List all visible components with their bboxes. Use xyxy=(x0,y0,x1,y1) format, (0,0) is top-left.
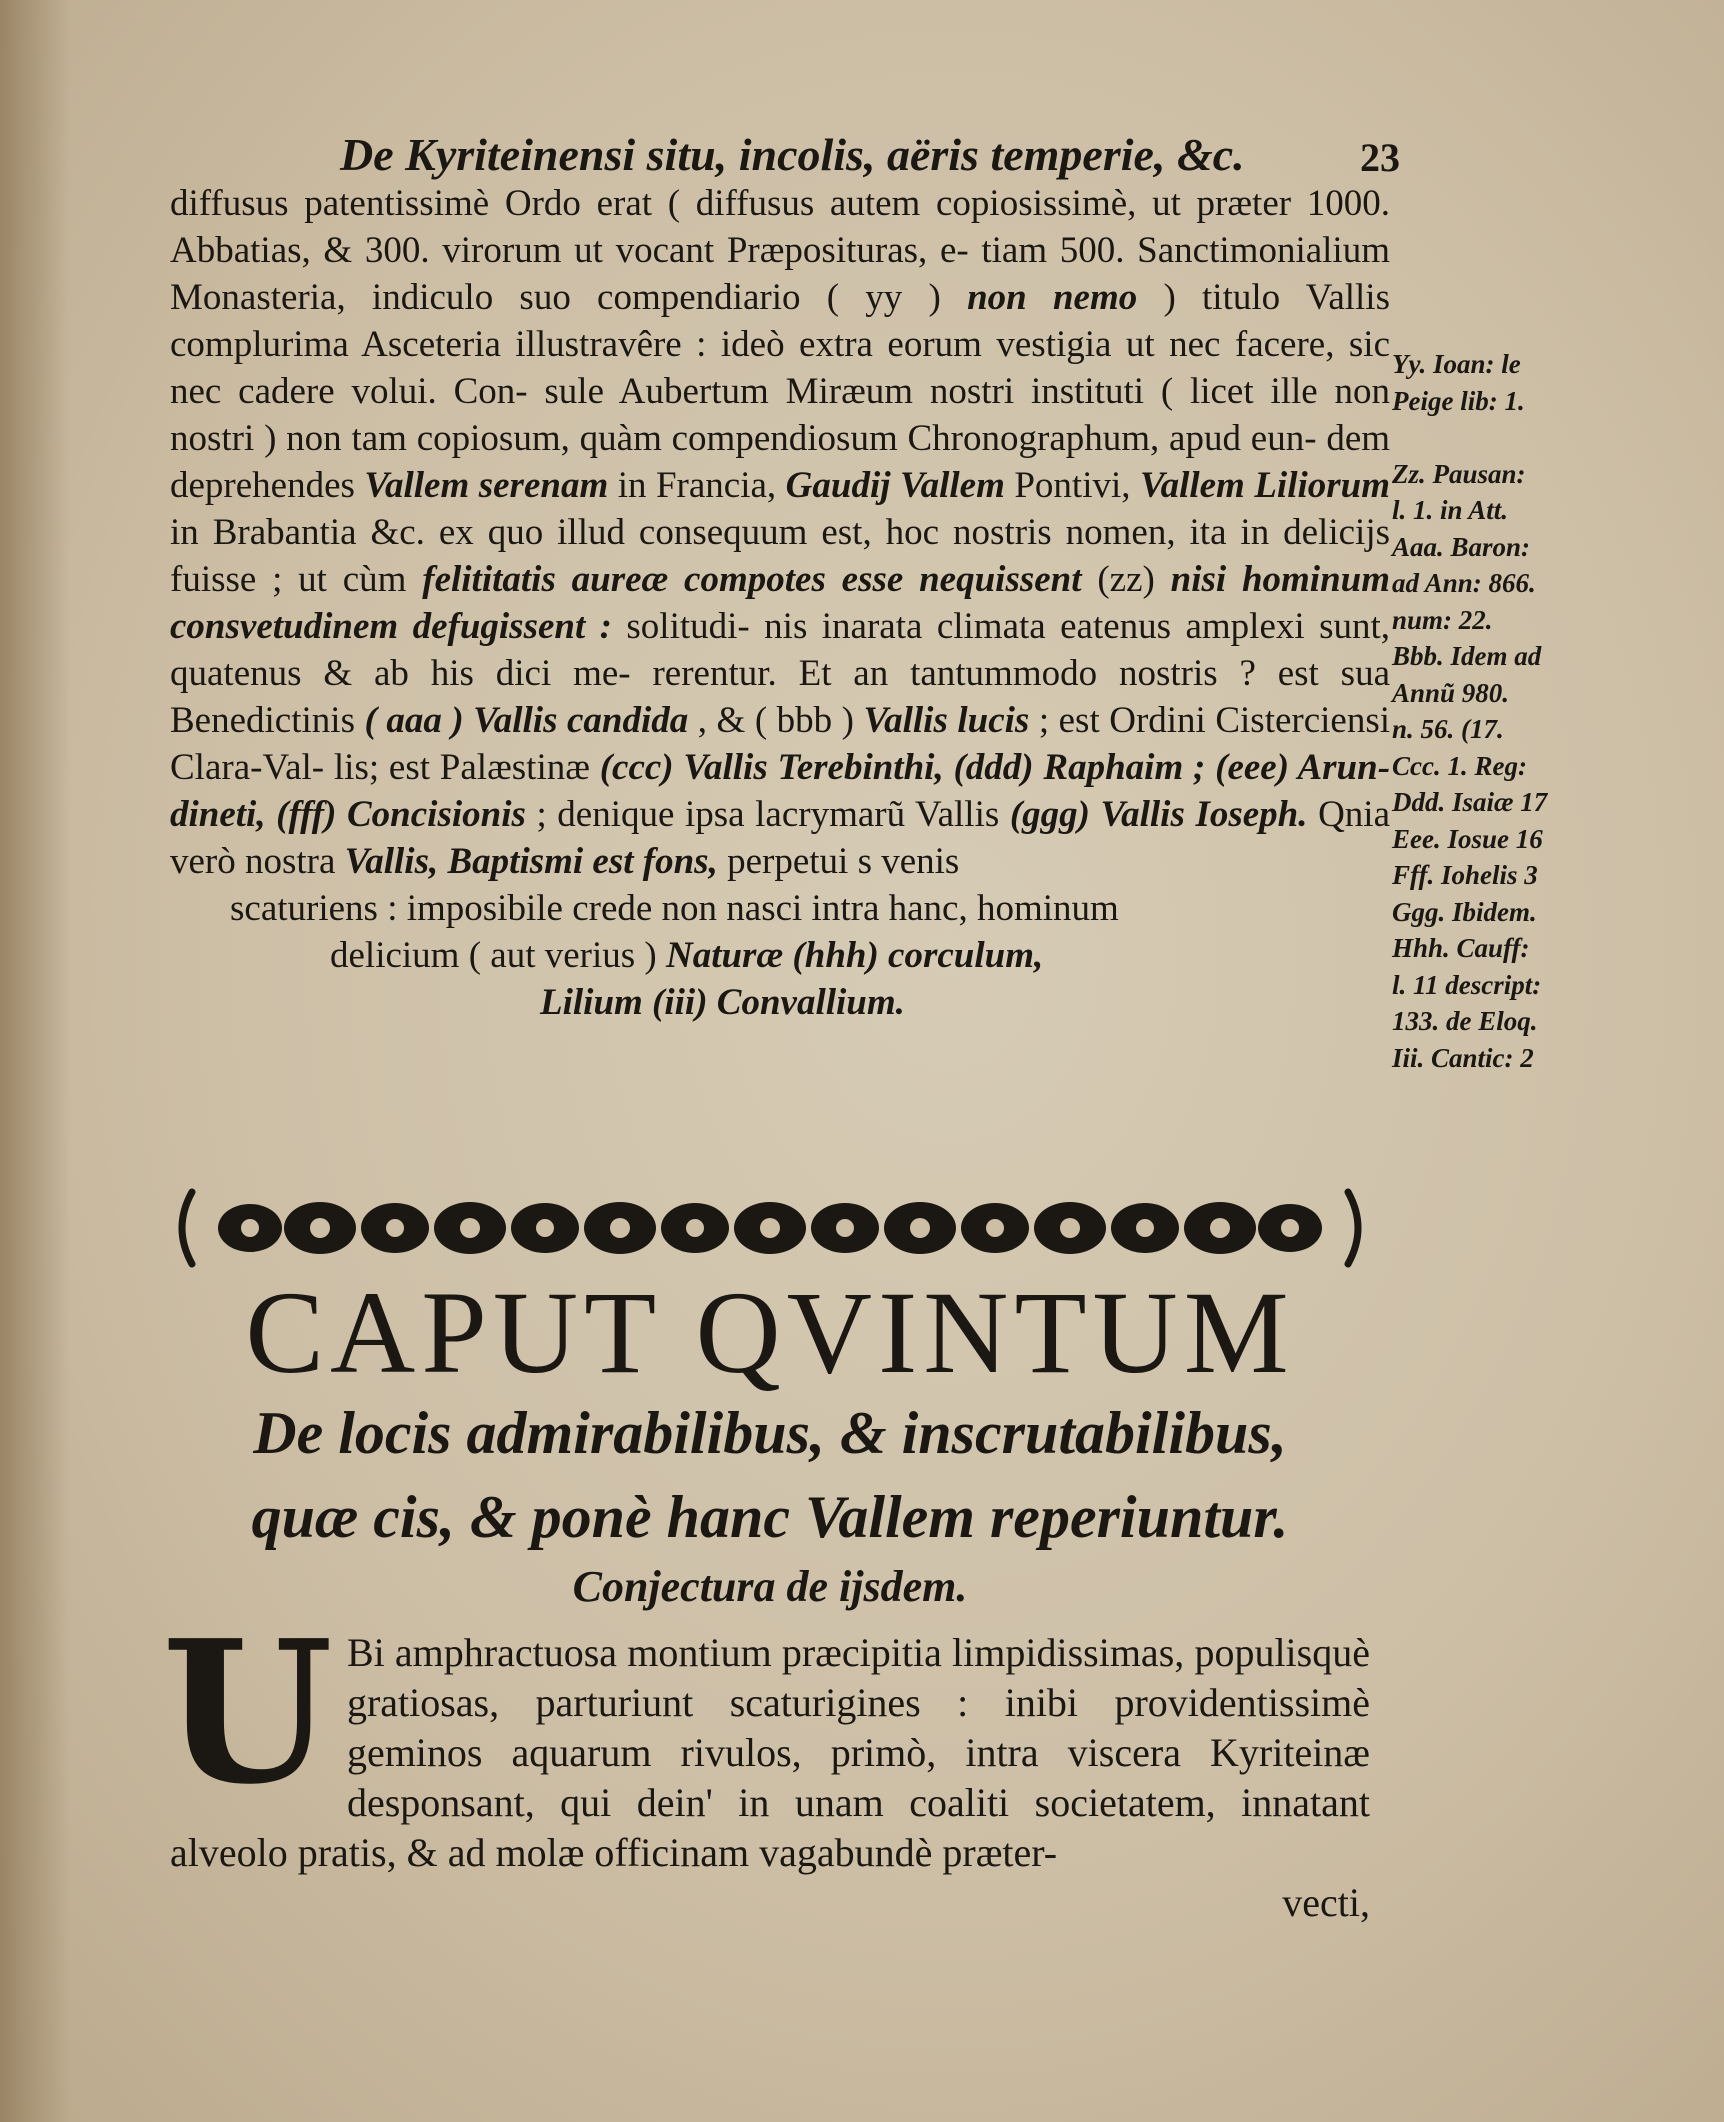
page-binding-shadow xyxy=(0,0,70,2122)
body-line-italic: Vallis candida xyxy=(473,700,689,741)
body-line-italic: Vallis, Baptismi est fons, xyxy=(344,841,718,882)
body-line: dem deprehendes xyxy=(170,418,1391,506)
margin-note xyxy=(1392,419,1592,456)
chapter-subtitle: quæ cis, & ponè hanc Vallem reperiuntur. xyxy=(251,1484,1289,1550)
margin-note: ad Ann: 866. xyxy=(1392,568,1536,598)
body-line: tam copiosum, quàm compendiosum Chronographum, apud eun- xyxy=(351,418,1317,459)
body-line: tiam 500. Sanctimonialium Monasteria, indiculo suo compendiario xyxy=(170,230,1390,318)
margin-note: 133. de Eloq. xyxy=(1392,1006,1538,1036)
opening-text: Bi amphractuosa montium præcipitia limpidissimas, populisquè gratiosas, parturiunt scaturigines : inibi providentissimè geminos aquarum rivulos, primò, intra viscera Kyriteinæ desponsant, qui dein' in unam coaliti societatem, innatant alveolo pratis, & ad molæ officinam vagabundè præter- xyxy=(170,1630,1370,1875)
running-head-title: De Kyriteinensi situ, incolis, aëris temperie, &c. xyxy=(340,129,1245,180)
body-line-italic: esse nequissent xyxy=(841,559,1082,600)
drop-capital: U xyxy=(162,1598,333,1828)
margin-note: l. 11 descript: xyxy=(1392,969,1542,1000)
body-line: rerentur. Et an tantummodo nostris ? est sua Benedictinis xyxy=(170,653,1390,741)
ornamental-band-icon xyxy=(170,1178,1370,1278)
margin-note: Ggg. Ibidem. xyxy=(1392,896,1537,927)
body-line: ( yy ) xyxy=(826,277,941,318)
margin-note: n. 56. (17. xyxy=(1392,714,1504,744)
body-line xyxy=(170,932,1390,979)
body-line: , & ( bbb ) xyxy=(697,700,855,741)
body-paragraph xyxy=(170,180,1390,1026)
body-line: ) titulo Vallis complurima Asceteria illustravêre : xyxy=(170,277,1390,365)
body-line: (zz) xyxy=(1097,559,1155,600)
margin-note: Hhh. Cauff: xyxy=(1392,933,1530,963)
margin-note: Ddd. Isaiæ 17 xyxy=(1392,787,1548,817)
chapter-subtitle-small: Conjectura de ijsdem. xyxy=(572,1562,968,1611)
body-line: præter 1000. Abbatias, & 300. virorum ut vocant Præposituras, e- xyxy=(170,183,1390,271)
body-line-italic: Naturæ (hhh) corculum, xyxy=(665,935,1044,976)
margin-note: Eee. Iosue 16 xyxy=(1392,823,1543,854)
body-line-italic: Ioseph. xyxy=(1195,794,1308,835)
body-line-italic: dineti, (fff) Concisionis xyxy=(170,794,526,835)
body-line-italic: (ggg) Vallis xyxy=(1009,794,1185,835)
body-line-italic: Gaudij Vallem xyxy=(785,465,1005,506)
body-line-italic: ( aaa ) xyxy=(364,700,464,741)
margin-note: Ccc. 1. Reg: xyxy=(1392,750,1527,781)
body-line-italic: (ccc) Vallis Terebinthi, (ddd) Raphaim ; (eee) Arun- xyxy=(599,747,1391,788)
margin-note: Aaa. Baron: xyxy=(1392,531,1531,562)
margin-note: Zz. Pausan: xyxy=(1392,458,1526,489)
body-line: diffusus patentissimè Ordo erat ( diffusus autem copiosissimè, ut xyxy=(170,183,1181,224)
margin-note: Yy. Ioan: le xyxy=(1392,349,1521,379)
body-line-italic: Vallis lucis xyxy=(863,700,1030,741)
body-line: nis inarata climata eatenus amplexi sunt, quatenus & ab his dici me- xyxy=(170,606,1391,694)
body-line: ideò extra eorum vestigia ut nec facere, sic nec cadere volui. Con- xyxy=(170,324,1391,412)
margin-note: Iii. Cantic: 2 xyxy=(1392,1042,1534,1073)
margin-note: Fff. Iohelis 3 xyxy=(1392,860,1538,890)
body-line: scaturiens : imposibile crede non nasci intra hanc, hominum xyxy=(230,888,1119,929)
margin-note: Bbb. Idem ad xyxy=(1392,641,1542,671)
body-line: perpetui s venis xyxy=(727,841,960,882)
body-line: solitudi- xyxy=(626,606,750,647)
marginal-notes xyxy=(1392,346,1592,1076)
body-line-part: delicium ( aut verius ) xyxy=(330,935,657,976)
body-line-italic: felititatis aureæ compotes xyxy=(422,559,826,600)
body-line: ; est Ordini Cisterciensi Clara-Val- xyxy=(170,700,1391,788)
body-line: ; denique ipsa lacrymarũ Vallis xyxy=(536,794,1000,835)
body-line: in Brabantia &c. ex quo illud consequum est, hoc xyxy=(170,512,940,553)
margin-note: num: 22. xyxy=(1392,604,1493,635)
body-line: sule Aubertum Miræum nostri instituti ( licet ille non nostri ) non xyxy=(170,371,1391,459)
page-number: 23 xyxy=(1360,135,1400,180)
body-line-italic: nisi hominum consvetudinem defugissent : xyxy=(170,559,1391,647)
running-head xyxy=(340,128,1400,188)
body-line: Pontivi, xyxy=(1014,465,1131,506)
opening-paragraph xyxy=(162,1598,1370,1928)
body-line-italic: Lilium (iii) Convallium. xyxy=(540,982,905,1023)
body-line-italic: non nemo xyxy=(967,277,1138,318)
chapter-subtitle: De locis admirabilibus, & inscrutabilibus, xyxy=(253,1400,1287,1466)
margin-note: Peige lib: 1. xyxy=(1392,385,1525,416)
margin-note: l. 1. in Att. xyxy=(1392,495,1509,525)
catchword: vecti, xyxy=(1282,1880,1370,1925)
body-line: Qnia verò nostra xyxy=(170,794,1390,882)
margin-note: Annũ 980. xyxy=(1392,677,1510,708)
body-line-italic: Vallem Liliorum xyxy=(1140,465,1391,506)
chapter-title: CAPUT QVINTUM xyxy=(245,1267,1295,1398)
body-line: in Francia, xyxy=(617,465,777,506)
body-line: nostris nomen, ita in delicijs fuisse ; ut cùm xyxy=(170,512,1390,600)
body-line: lis; est Palæstinæ xyxy=(333,747,590,788)
body-line xyxy=(170,979,1390,1026)
body-line-italic: Vallem serenam xyxy=(364,465,609,506)
